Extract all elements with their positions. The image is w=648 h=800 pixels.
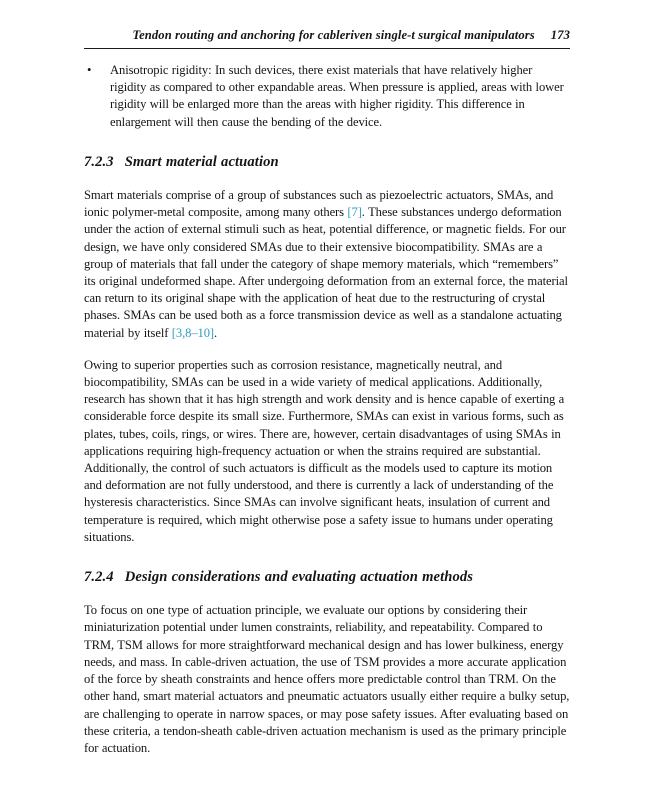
paragraph-text: To focus on one type of actuation principle, we evaluate our options by considering their miniaturization potential under lumen constraints, reliability, and repeatability. Compared to TRM, TSM allows for more straightforward mechanical design and has lower bulkiness, energy needs, and mass. In cable-driven actuation, the use of TSM provides a more accurate application of the force by sheath constraints and hence offers more predictable control than TRM. On the other hand, smart material actuators and pneumatic actuators usually either require a bulky setup, are challenging to operate in narrow spaces, or may pose safety issues. After evaluating based on these criteria, a tendon-sheath cable-driven actuation mechanism is used as the primary principle for actuation. (84, 603, 570, 755)
paragraph-text: Owing to superior properties such as corrosion resistance, magnetically neutral, and biocompatibility, SMAs can be used in a wide variety of medical applications. Additionally, research has shown that it has high strength and work density and is hence capable of exerting a considerable force despite its small size. Furthermore, SMAs can exist in various forms, such as plates, tubes, coils, rings, or wires. There are, however, certain disadvantages of using SMAs in applications requiring high-frequency actuation or when the strains required are substantial. Additionally, the control of such actuators is difficult as the models used to capture its motion and deformation are not fully understood, and there is currently a lack of understanding of the hysteresis characteristics. Since SMAs can involve significant heats, insulation of current and temperature is required, which might otherwise pose a safety issue to humans under operating situations. (84, 357, 565, 544)
paragraph-text: . (214, 325, 218, 340)
bullet-list-item (84, 62, 570, 131)
section-heading-7-2-4 (84, 569, 570, 586)
citation-link-3-8-10[interactable]: [3,8–10] (171, 325, 215, 340)
paragraph (84, 187, 570, 342)
section-heading-7-2-3 (84, 154, 570, 171)
page-body (84, 62, 570, 757)
running-head-title: Tendon routing and anchoring for cableriven single-t surgical manipulators (132, 28, 535, 42)
paragraph-text: . These substances undergo deformation under the action of external stimuli such as heat, potential difference, or magnetic fields. For our design, we have only considered SMAs due to their extensive biocompatibility. SMAs are a group of materials that fall under the category of shape memory materials, which “remembers” its original undeformed shape. After undergoing deformation from an external force, the material can return to its original shape with the application of heat due to the restructuring of crystal phases. SMAs can be used both as a force transmission device as well as a standalone actuating material by itself (84, 205, 568, 340)
paragraph (84, 602, 570, 757)
bullet-icon: • (87, 63, 92, 77)
section-title: Smart material actuation (124, 153, 279, 170)
page-number: 173 (550, 28, 570, 42)
header-rule (84, 48, 570, 49)
paragraph (84, 357, 570, 546)
section-number: 7.2.4 (84, 569, 114, 586)
section-7-2-4 (84, 569, 570, 757)
section-title: Design considerations and evaluating actuation methods (124, 569, 474, 586)
citation-link-7[interactable]: [7] (347, 205, 362, 220)
page-header (84, 28, 570, 49)
section-7-2-3 (84, 154, 570, 546)
running-head (84, 28, 570, 43)
section-number: 7.2.3 (84, 153, 114, 170)
bullet-text: Anisotropic rigidity: In such devices, there exist materials that have relatively higher rigidity as compared to other expandable areas. When pressure is applied, areas with lower rigidity will be enlarged more than the areas with higher rigidity. This difference in enlargement will then cause the bending of the device. (110, 63, 564, 129)
paragraph-text: Smart materials comprise of a group of substances such as piezoelectric actuators, SMAs, and ionic polymer-metal composite, among many others (84, 188, 554, 220)
